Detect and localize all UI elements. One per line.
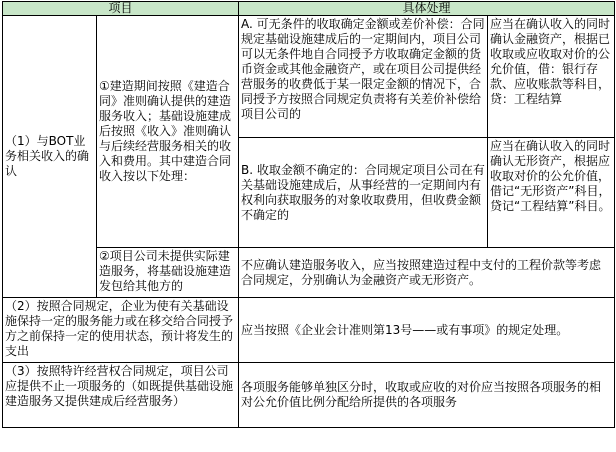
case-b-description: B. 收取金额不确定的：合同规定项目公司在有关基础设施建成后，从事经营的一定期间内有权利向获取服务的对象收取费用，但收费金额不确定的 <box>239 138 488 248</box>
table-row <box>3 16 615 138</box>
multiple-services-label: （3）按照特许经营权合同规定，项目公司应提供不止一项服务的（如既提供基础设施建造服务又提供建成后经营服务） <box>3 363 239 428</box>
outsourced-construction-label: ②项目公司未提供实际建造服务，将基础设施建造发包给其他方的 <box>97 248 239 298</box>
bot-revenue-label: （1）与BOT业务相关收入的确认 <box>3 16 97 298</box>
maintenance-expenditure-label: （2）按照合同规定，企业为使有关基础设施保持一定的服务能力或在移交给合同授予方之前保持一定的使用状态，预计将发生的支出 <box>3 298 239 363</box>
table-row <box>3 298 615 363</box>
construction-period-text: ①建造期间按照《建造合同》准则确认提供的建造服务收入；基础设施建成后按照《收入》准则确认与后续经营服务相关的收入和费用。其中建造合同收入按以下处理： <box>97 16 239 248</box>
header-treatment: 具体处理 <box>239 2 615 16</box>
header-project: 项目 <box>3 2 239 16</box>
multiple-services-treatment: 各项服务能够单独区分时，收取或应收的对价应当按照各项服务的相对公允价值比例分配给所提供的各项服务 <box>239 363 615 428</box>
case-b-treatment: 应当在确认收入的同时确认无形资产，根据应收取对价的公允价值，借记“无形资产”科目，贷记“工程结算”科目。 <box>488 138 615 248</box>
case-a-description: A. 可无条件的收取确定金额或差价补偿：合同规定基础设施建成后的一定期间内，项目公司可以无条件地自合同授予方收取确定金额的货币资金或其他金融资产，或在项目公司提供经营服务的收费低于某一限定金额的情况下，合同授予方按照合同规定负责将有关差价补偿给项目公司的 <box>239 16 488 138</box>
header-row <box>3 2 615 16</box>
outsourced-construction-treatment: 不应确认建造服务收入，应当按照建造过程中支付的工程价款等考虑合同规定，分别确认为金融资产或无形资产。 <box>239 248 615 298</box>
maintenance-expenditure-treatment: 应当按照《企业会计准则第13号——或有事项》的规定处理。 <box>239 298 615 363</box>
accounting-table <box>2 1 615 428</box>
table-row <box>3 363 615 428</box>
case-a-treatment: 应当在确认收入的同时确认金融资产，根据已收取或应收取对价的公允价值，借：银行存款、应收账款等科目，贷：工程结算 <box>488 16 615 138</box>
